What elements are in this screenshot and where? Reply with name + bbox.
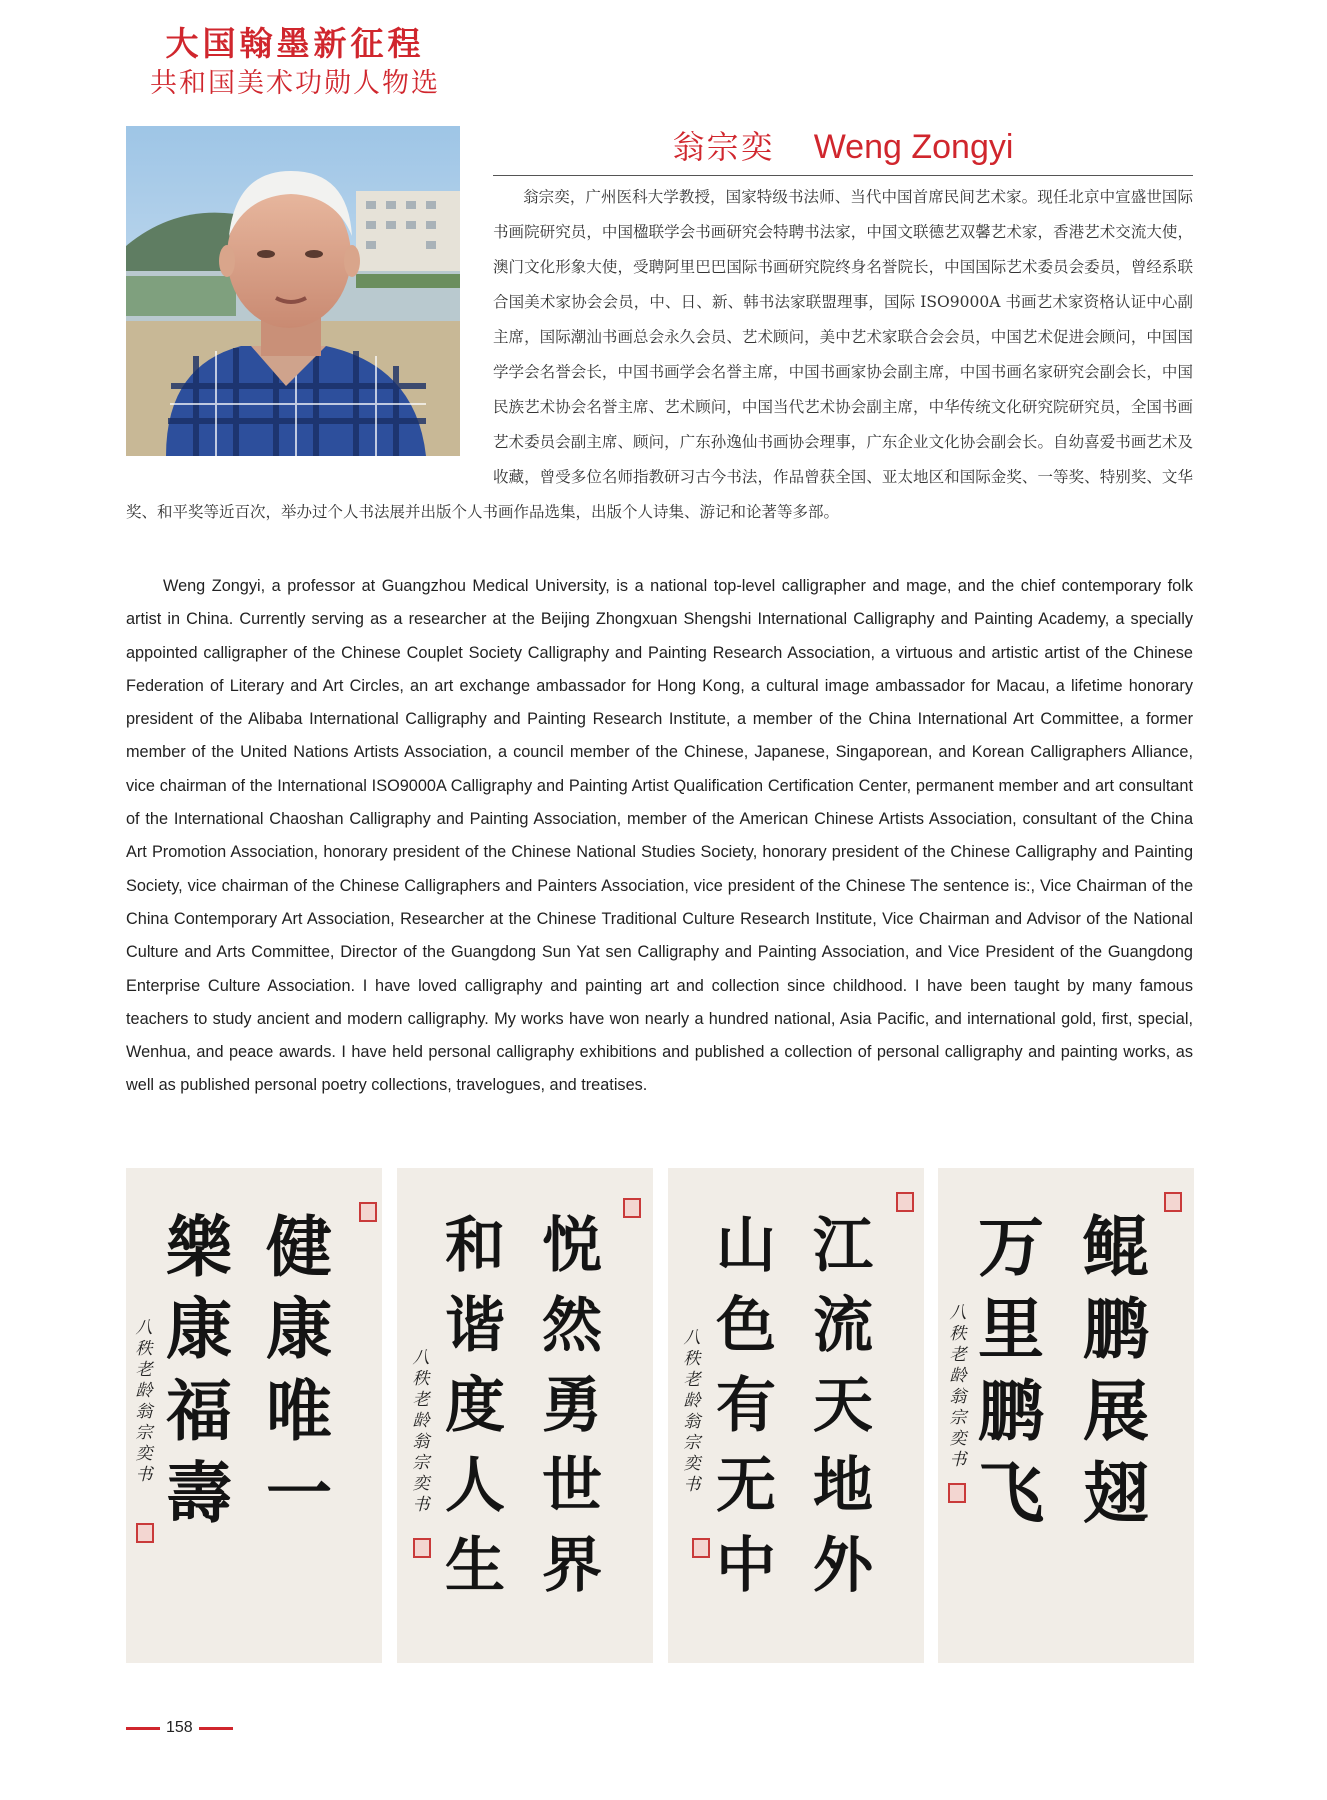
scroll-2-right-column <box>542 1206 606 1606</box>
scroll-3-seal-top <box>896 1192 914 1212</box>
scroll-4-seal-top <box>1164 1192 1182 1212</box>
scroll-2-seal-bottom <box>413 1538 431 1558</box>
magazine-title: 大国翰墨新征程 <box>165 24 425 63</box>
magazine-subtitle: 共和国美术功勋人物选 <box>150 68 440 99</box>
scroll-4-left-column <box>978 1206 1044 1534</box>
scroll-2-text-left: 和谐度人生 <box>445 1211 505 1601</box>
scroll-3-left-column <box>716 1206 780 1606</box>
scroll-3-seal-bottom <box>692 1538 710 1558</box>
scroll-4-text-right: 鲲鹏展翅 <box>1083 1208 1149 1532</box>
scroll-3-signature: 八秩老龄翁宗奕书 <box>683 1328 701 1495</box>
artist-name-english: Weng Zongyi <box>813 128 1014 166</box>
scroll-1-signature: 八秩老龄翁宗奕书 <box>135 1318 153 1485</box>
page-number <box>126 1716 233 1740</box>
calligraphy-scroll-2 <box>397 1168 653 1663</box>
artist-name-heading <box>493 122 1193 170</box>
scroll-3-right-column <box>813 1206 877 1606</box>
scroll-1-left-column <box>166 1206 232 1532</box>
scroll-2-signature: 八秩老龄翁宗奕书 <box>412 1348 430 1515</box>
scroll-3-text-right: 江流天地外 <box>813 1211 873 1601</box>
scroll-2-left-column <box>445 1206 509 1606</box>
calligraphy-works <box>126 1168 1194 1663</box>
scroll-1-seal-bottom <box>136 1523 154 1543</box>
scroll-4-seal-bottom <box>948 1483 966 1503</box>
portrait-wrap-spacer <box>126 180 493 462</box>
scroll-1-text-right: 健康唯一 <box>266 1208 332 1532</box>
scroll-2-seal-top <box>623 1198 641 1218</box>
calligraphy-scroll-4 <box>938 1168 1194 1663</box>
biography-chinese-text: 翁宗奕，广州医科大学教授，国家特级书法师、当代中国首席民间艺术家。现任北京中宣盛世国际书画院研究员，中国楹联学会书画研究会特聘书法家，中国文联德艺双馨艺术家，香港艺术交流大使，澳门文化形象大使，受聘阿里巴巴国际书画研究院终身名誉院长，中国国际艺术委员会委员，曾经系联合国美术家协会会员，中、日、新、韩书法家联盟理事，国际 ISO9000A 书画艺术家资格认证中心副主席，国际潮汕书画总会永久会员、艺术顾问，美中艺术家联合会会员，中国艺术促进会顾问，中国国学学会名誉会长，中国书画学会名誉主席，中国书画家协会副主席，中国书画名家研究会副会长，中国民族艺术协会名誉主席、艺术顾问，中国当代艺术协会副主席，中华传统文化研究院研究员，全国书画艺术委员会副主席、顾问，广东孙逸仙书画协会理事，广东企业文化协会副会长。自幼喜爱书画艺术及收藏，曾受多位名师指教研习古今书法，作品曾获全国、亚太地区和国际金奖、一等奖、特别奖、文华奖、和平奖等近百次，举办过个人书法展并出版个人书画作品选集，出版个人诗集、游记和论著等多部。 <box>126 188 1193 521</box>
scroll-2-text-right: 悦然勇世界 <box>542 1211 602 1601</box>
calligraphy-scroll-1 <box>126 1168 382 1663</box>
scroll-4-text-left: 万里鹏飞 <box>978 1208 1044 1532</box>
page-number-text: 158 <box>166 1719 193 1736</box>
calligraphy-scroll-3 <box>668 1168 924 1663</box>
scroll-1-right-column <box>266 1206 332 1532</box>
scroll-1-text-left: 樂康福壽 <box>166 1208 232 1532</box>
page-number-rule-right <box>199 1727 233 1730</box>
scroll-4-right-column <box>1083 1206 1149 1534</box>
scroll-1-seal-top <box>359 1202 377 1222</box>
scroll-4-signature: 八秩老龄翁宗奕书 <box>949 1303 967 1470</box>
biography-english: Weng Zongyi, a professor at Guangzhou Medical University, is a national top-level calligrapher and mage, and the chief contemporary folk artist in China. Currently serving as a researcher at the Beijing Zhongxuan Shengshi International Calligraphy and Painting Academy, a specially appointed calligrapher of the Chinese Couplet Society Calligraphy and Painting Research Association, a virtuous and artistic artist of the Chinese Federation of Literary and Art Circles, an art exchange ambassador for Hong Kong, a cultural image ambassador for Macau, a lifetime honorary president of the Alibaba International Calligraphy and Painting Research Institute, a member of the China International Art Committee, a former member of the United Nations Artists Association, a council member of the Chinese, Japanese, Singaporean, and Korean Calligraphers Alliance, vice chairman of the International ISO9000A Calligraphy and Painting Artist Qualification Certification Center, permanent member and art consultant of the International Chaoshan Calligraphy and Painting Association, member of the American Chinese Artists Association, consultant of the China Art Promotion Association, honorary president of the Chinese National Studies Society, honorary president of the Chinese Calligraphy and Painting Society, vice chairman of the Chinese Calligraphers and Painters Association, vice president of the Chinese The sentence is:, Vice Chairman of the China Contemporary Art Association, Researcher at the Chinese Traditional Culture Research Institute, Vice Chairman and Advisor of the National Culture and Arts Committee, Director of the Guangdong Sun Yat sen Calligraphy and Painting Association, and Vice President of the Guangdong Enterprise Culture Association. I have loved calligraphy and painting art and collection since childhood. I have been taught by many famous teachers to study ancient and modern calligraphy. My works have won nearly a hundred national, Asia Pacific, and international gold, first, special, Wenhua, and peace awards. I have held personal calligraphy exhibitions and published a collection of personal calligraphy and painting works, as well as published personal poetry collections, travelogues, and treatises. <box>126 577 1193 1095</box>
masthead <box>130 22 460 102</box>
biography-chinese <box>126 180 1193 530</box>
scroll-3-text-left: 山色有无中 <box>716 1211 776 1601</box>
artist-name-chinese: 翁宗奕 <box>672 128 775 166</box>
page-number-rule-left <box>126 1727 160 1730</box>
heading-divider <box>493 175 1193 176</box>
